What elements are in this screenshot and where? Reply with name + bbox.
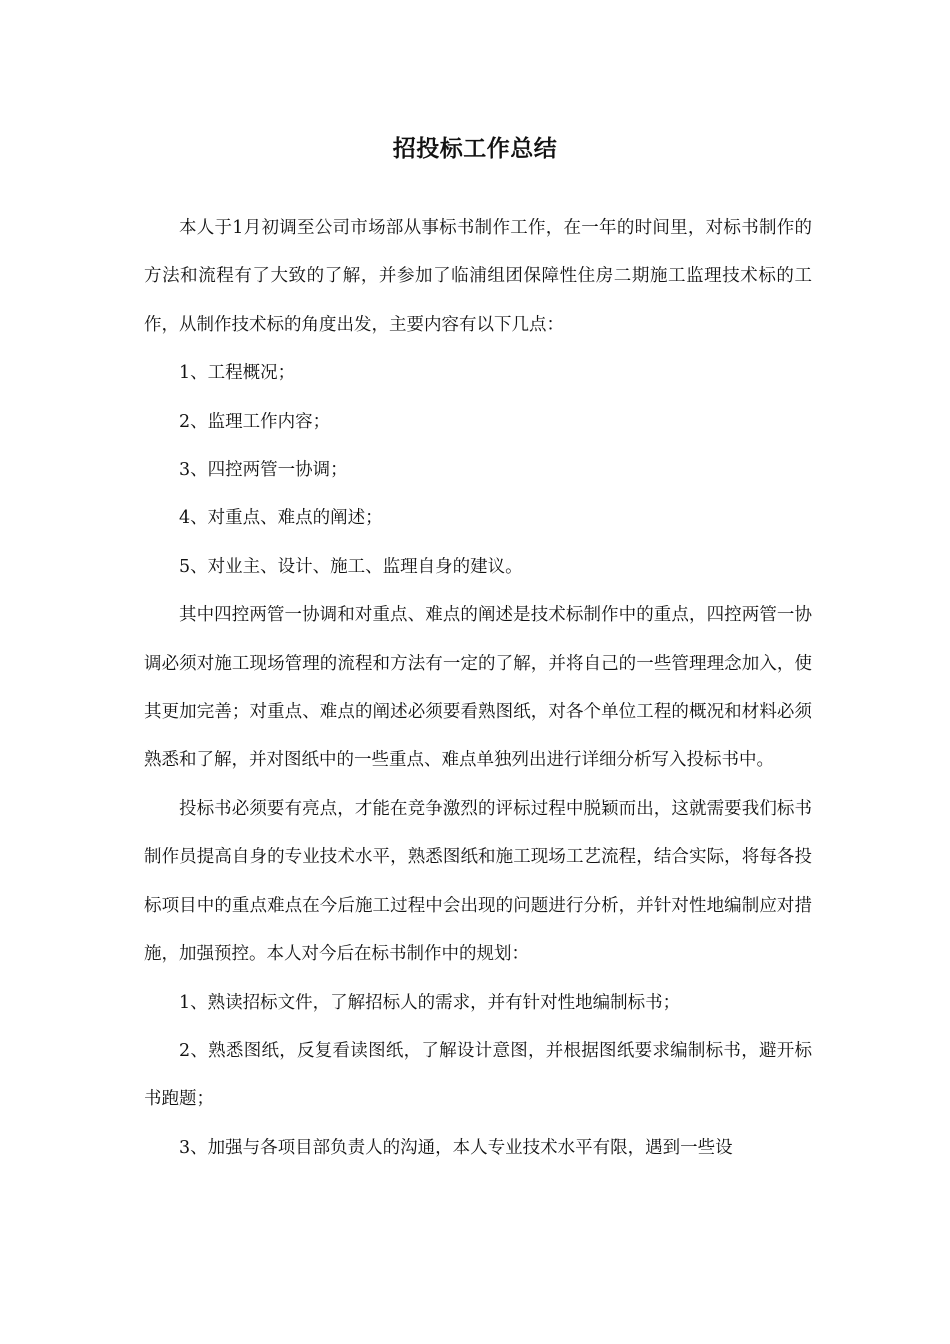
document-title: 招投标工作总结 bbox=[392, 136, 558, 162]
list-item-project-overview: 1、工程概况； bbox=[179, 363, 296, 384]
list-item-four-controls: 3、四控两管一协调； bbox=[179, 460, 348, 481]
paragraph-key-focus: 其中四控两管一协调和对重点、难点的阐述是技术标制作中的重点，四控两管一协调必须对施工现场管理的流程和方法有一定的了解，并将自己的一些管理理念加入，使其更加完善；对重点、难点的阐述必须要看熟图纸，对各个单位工程的概况和材料必须熟悉和了解，并对图纸中的一些重点、难点单独列出进行详细分析写入投标书中。 bbox=[144, 605, 812, 771]
plan-item-communication: 3、加强与各项目部负责人的沟通，本人专业技术水平有限，遇到一些设 bbox=[179, 1137, 733, 1158]
list-item-supervision-content: 2、监理工作内容； bbox=[179, 411, 331, 432]
document-body bbox=[144, 204, 812, 1172]
paragraph-highlights: 投标书必须要有亮点，才能在竞争激烈的评标过程中脱颖而出，这就需要我们标书制作员提高自身的专业技术水平，熟悉图纸和施工现场工艺流程，结合实际，将每各投标项目中的重点难点在今后施工过程中会出现的问题进行分析，并针对性地编制应对措施，加强预控。本人对今后在标书制作中的规划： bbox=[144, 798, 812, 965]
paragraph-intro: 本人于1月初调至公司市场部从事标书制作工作，在一年的时间里，对标书制作的方法和流程有了大致的了解，并参加了临浦组团保障性住房二期施工监理技术标的工作，从制作技术标的角度出发，主要内容有以下几点： bbox=[144, 218, 812, 335]
list-item-suggestions: 5、对业主、设计、施工、监理自身的建议。 bbox=[179, 556, 523, 577]
plan-item-read-tender: 1、熟读招标文件，了解招标人的需求，并有针对性地编制标书； bbox=[179, 992, 681, 1013]
plan-item-drawings: 2、熟悉图纸，反复看读图纸，了解设计意图，并根据图纸要求编制标书，避开标书跑题； bbox=[144, 1040, 812, 1110]
list-item-key-points: 4、对重点、难点的阐述； bbox=[179, 508, 383, 529]
